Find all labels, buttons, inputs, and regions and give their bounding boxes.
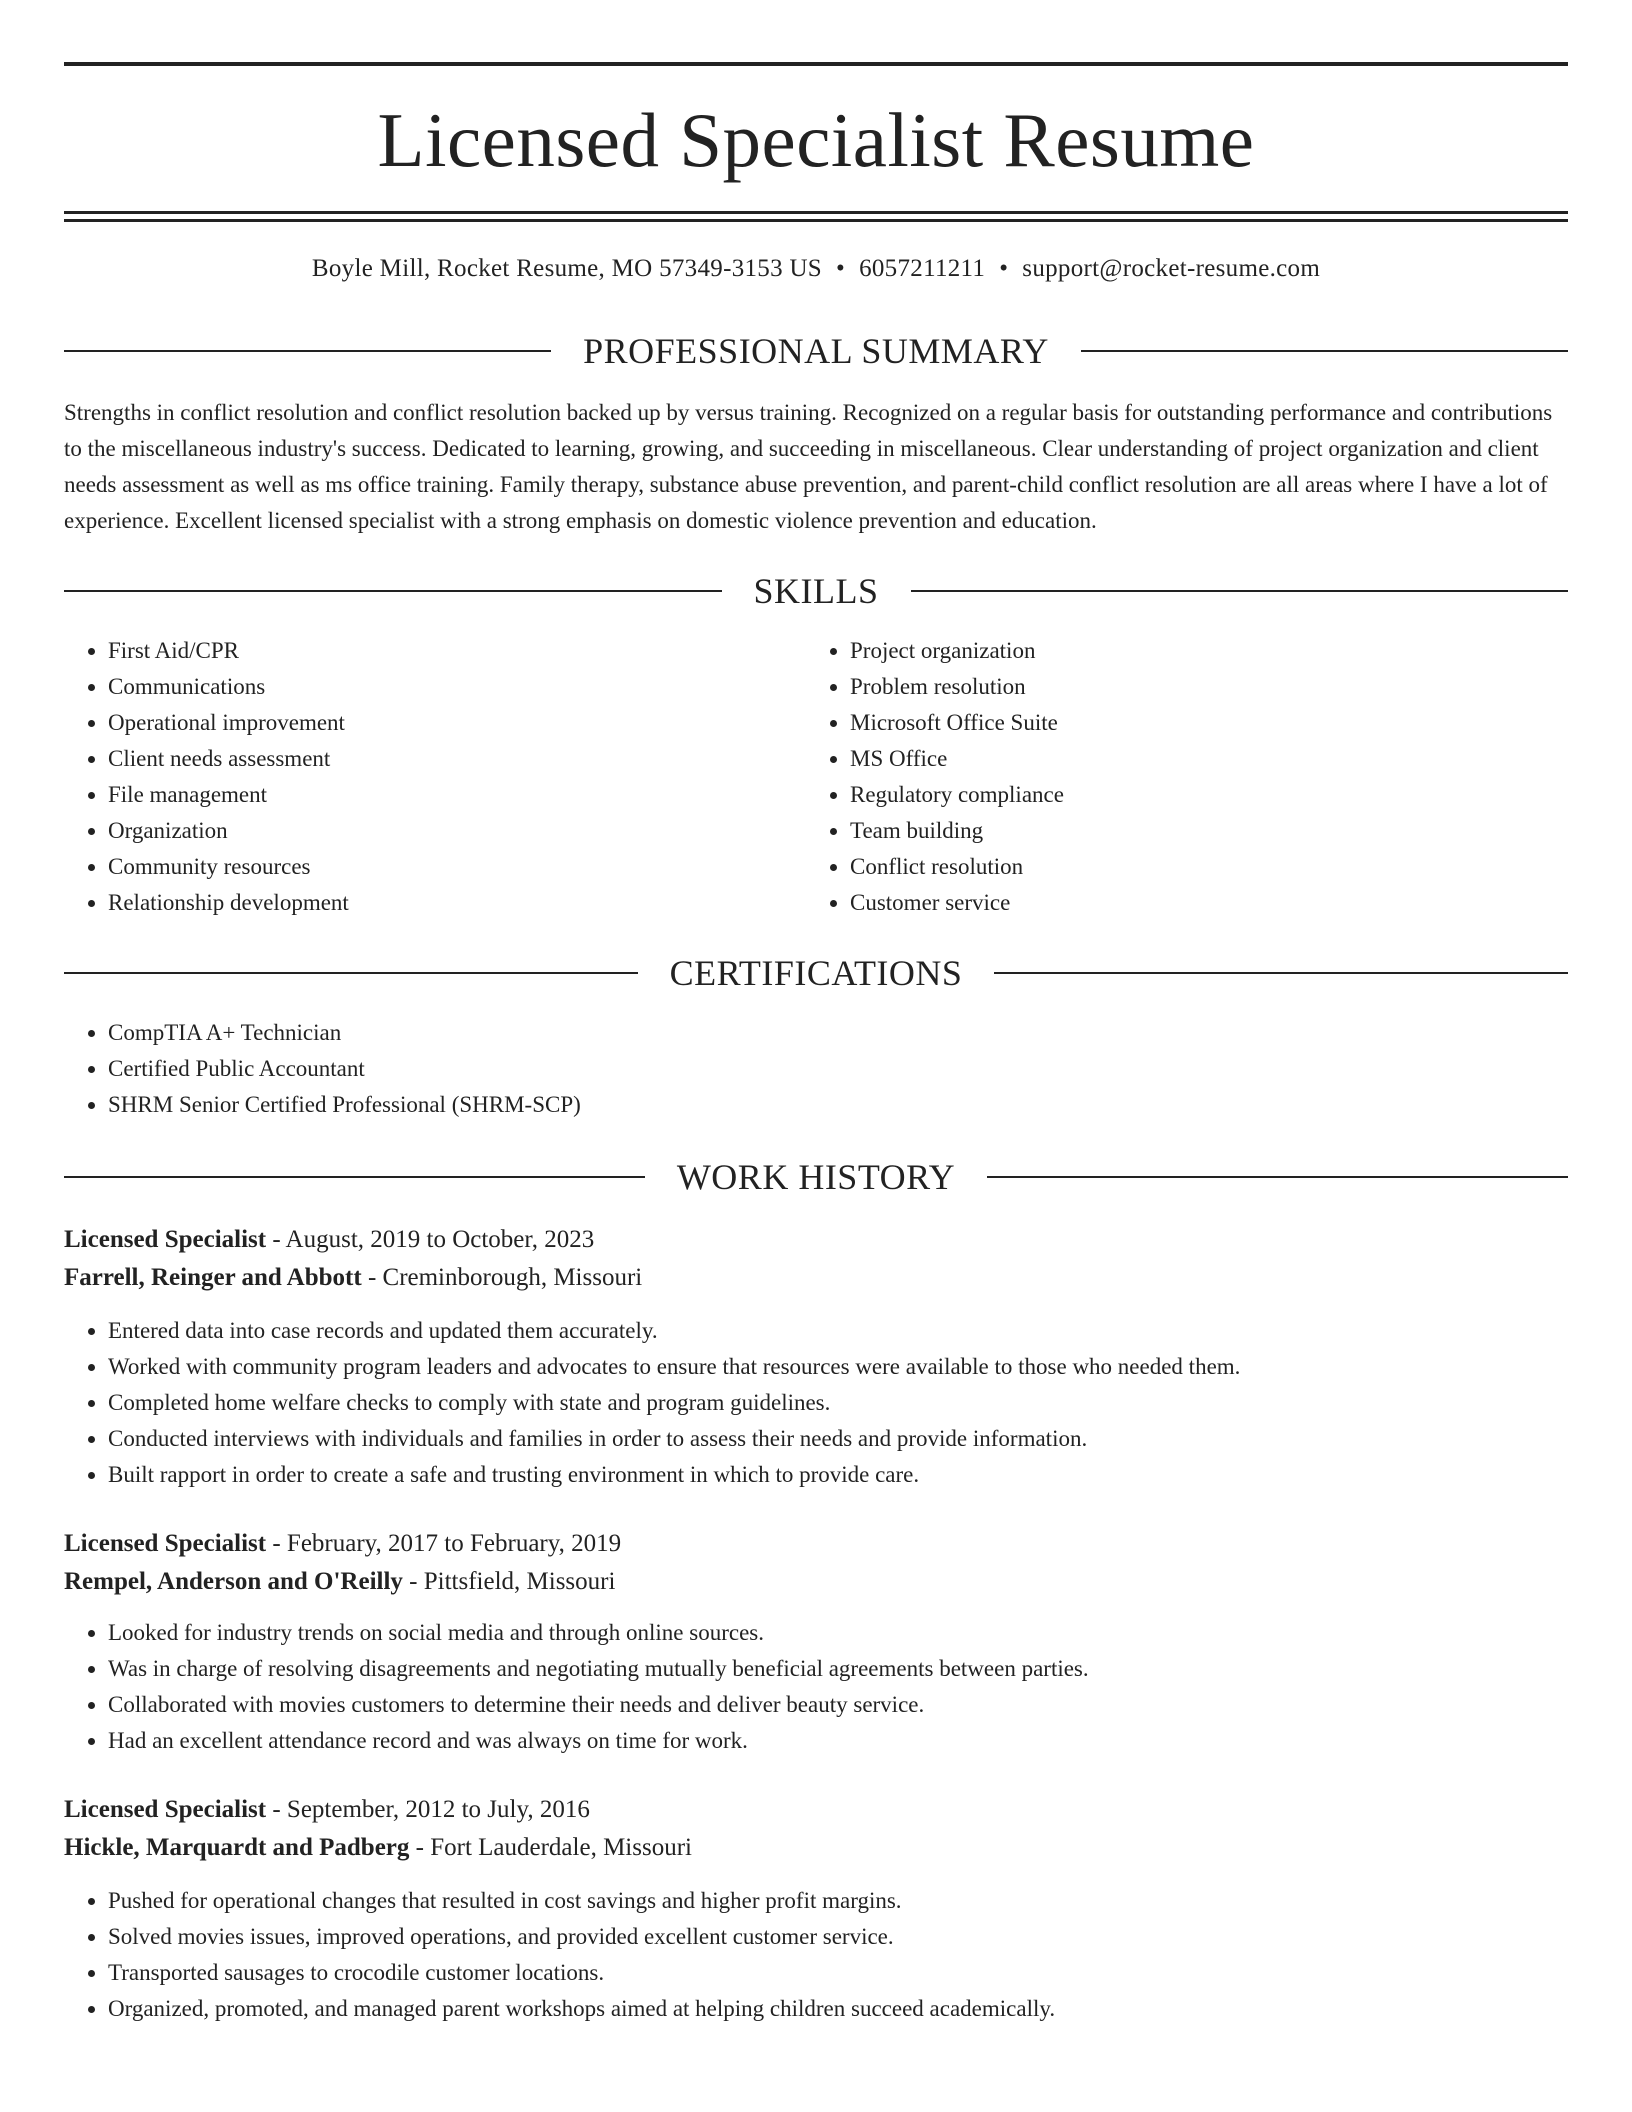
contact-separator: • (836, 255, 846, 282)
job-dates: - February, 2017 to February, 2019 (266, 1530, 622, 1557)
skill-item: • Community resources (108, 849, 806, 885)
contact-address: Boyle Mill, Rocket Resume, MO 57349-3153 US (311, 255, 823, 282)
job-bullet: • Solved movies issues, improved operations, and provided excellent customer service. (108, 1919, 1568, 1955)
skill-item: • Regulatory compliance (850, 777, 1548, 813)
job-bullet: • Pushed for operational changes that resulted in cost savings and higher profit margins. (108, 1883, 1568, 1919)
job-entry (64, 1221, 1568, 1493)
skill-item: • First Aid/CPR (108, 633, 806, 669)
skills-list-right (806, 633, 1548, 921)
skill-item: • Project organization (850, 633, 1548, 669)
job-bullet: • Built rapport in order to create a safe and trusting environment in which to provide care. (108, 1457, 1568, 1493)
skill-item: • Relationship development (108, 885, 806, 921)
job-entry (64, 1525, 1568, 1759)
job-entry (64, 1791, 1568, 2027)
heading-rule-left (64, 590, 722, 592)
work-history-heading-label: WORK HISTORY (676, 1157, 956, 1197)
skill-item: • Customer service (850, 885, 1548, 921)
job-title: Licensed Specialist (64, 1796, 267, 1823)
contact-email: support@rocket-resume.com (1022, 255, 1321, 282)
contact-phone: 6057211211 (859, 255, 986, 282)
job-company: Rempel, Anderson and O'Reilly (64, 1568, 403, 1595)
skill-item: • Client needs assessment (108, 741, 806, 777)
summary-section-heading (64, 333, 1568, 369)
job-company: Farrell, Reinger and Abbott (64, 1264, 362, 1291)
job-bullet: • Entered data into case records and updated them accurately. (108, 1313, 1568, 1349)
heading-rule-right (1081, 350, 1568, 352)
skill-item: • Team building (850, 813, 1548, 849)
job-company-line (64, 1563, 1568, 1601)
job-location: - Pittsfield, Missouri (402, 1568, 616, 1595)
job-dates: - September, 2012 to July, 2016 (266, 1796, 590, 1823)
job-company: Hickle, Marquardt and Padberg (64, 1834, 410, 1861)
job-title: Licensed Specialist (64, 1530, 267, 1557)
certification-item: • Certified Public Accountant (108, 1051, 1568, 1087)
certifications-list (64, 1015, 1568, 1123)
job-bullet: • Organized, promoted, and managed parent workshops aimed at helping children succeed academically. (108, 1991, 1568, 2027)
heading-rule-left (64, 1176, 645, 1178)
job-title: Licensed Specialist (64, 1226, 267, 1253)
job-bullet: • Had an excellent attendance record and was always on time for work. (108, 1723, 1568, 1759)
job-bullet: • Worked with community program leaders and advocates to ensure that resources were available to those who needed them. (108, 1349, 1568, 1385)
summary-heading-label: PROFESSIONAL SUMMARY (583, 331, 1049, 371)
contact-line (64, 256, 1568, 281)
job-title-line (64, 1221, 1568, 1259)
skills-heading-label: SKILLS (753, 571, 879, 611)
skills-list-left (64, 633, 806, 921)
job-bullets (64, 1615, 1568, 1759)
page-title: Licensed Specialist Resume (377, 97, 1255, 183)
job-bullets (64, 1313, 1568, 1493)
certifications-heading-label: CERTIFICATIONS (669, 953, 963, 993)
skill-item: • Organization (108, 813, 806, 849)
certifications-section-heading (64, 955, 1568, 991)
skill-item: • Conflict resolution (850, 849, 1548, 885)
job-company-line (64, 1829, 1568, 1867)
skill-item: • File management (108, 777, 806, 813)
job-bullet: • Completed home welfare checks to comply with state and program guidelines. (108, 1385, 1568, 1421)
job-location: - Creminborough, Missouri (361, 1264, 643, 1291)
certification-item: • SHRM Senior Certified Professional (SHRM-SCP) (108, 1087, 1568, 1123)
skill-item: • Problem resolution (850, 669, 1548, 705)
certification-item: • CompTIA A+ Technician (108, 1015, 1568, 1051)
skill-item: • Microsoft Office Suite (850, 705, 1548, 741)
header-top-rule (64, 62, 1568, 66)
job-title-line (64, 1791, 1568, 1829)
job-bullet: • Looked for industry trends on social media and through online sources. (108, 1615, 1568, 1651)
job-bullet: • Conducted interviews with individuals and families in order to assess their needs and provide information. (108, 1421, 1568, 1457)
heading-rule-right (911, 590, 1569, 592)
summary-text: Strengths in conflict resolution and conflict resolution backed up by versus training. Recognized on a regular basis for outstanding performance and contributions to the miscellaneous industry's success. Dedicated to learning, growing, and succeeding in miscellaneous. Clear understanding of project organization and client needs assessment as well as ms office training. Family therapy, substance abuse prevention, and parent-child conflict resolution are all areas where I have a lot of experience. Excellent licensed specialist with a strong emphasis on domestic violence prevention and education. (64, 400, 1553, 533)
skills-grid (64, 633, 1568, 921)
skills-section-heading (64, 573, 1568, 609)
job-bullet: • Was in charge of resolving disagreements and negotiating mutually beneficial agreements between parties. (108, 1651, 1568, 1687)
skill-item: • Operational improvement (108, 705, 806, 741)
skill-item: • Communications (108, 669, 806, 705)
skills-column-left (64, 633, 806, 921)
skills-column-right (806, 633, 1548, 921)
job-dates: - August, 2019 to October, 2023 (266, 1226, 595, 1253)
heading-rule-left (64, 350, 551, 352)
heading-rule-right (994, 972, 1568, 974)
heading-rule-left (64, 972, 638, 974)
contact-separator: • (999, 255, 1009, 282)
header-double-rule (64, 211, 1568, 222)
job-company-line (64, 1259, 1568, 1297)
job-bullet: • Collaborated with movies customers to determine their needs and deliver beauty service. (108, 1687, 1568, 1723)
job-bullets (64, 1883, 1568, 2027)
heading-rule-right (987, 1176, 1568, 1178)
job-location: - Fort Lauderdale, Missouri (409, 1834, 692, 1861)
job-title-line (64, 1525, 1568, 1563)
job-bullet: • Transported sausages to crocodile customer locations. (108, 1955, 1568, 1991)
skill-item: • MS Office (850, 741, 1548, 777)
work-history-section-heading (64, 1159, 1568, 1195)
